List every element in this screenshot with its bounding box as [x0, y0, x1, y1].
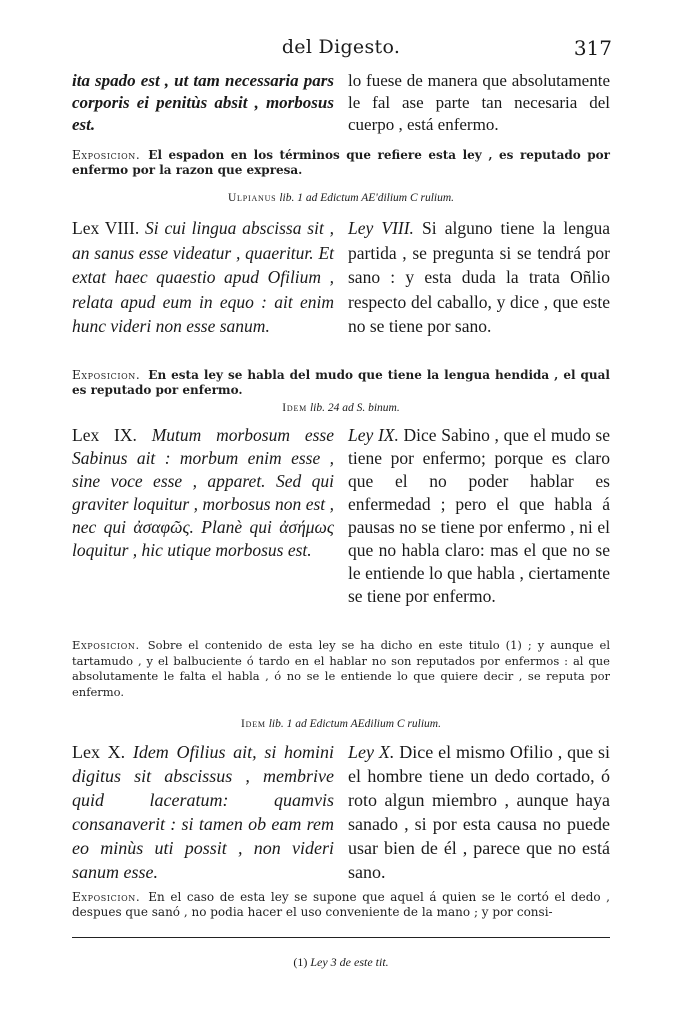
exposition-1 [72, 148, 610, 178]
exposition-4 [72, 890, 610, 920]
exposition-label: Exposicion. [72, 638, 140, 652]
latin-column [72, 70, 334, 136]
ley-label: Ley IX. [348, 425, 399, 445]
spanish-text: Dice el mismo Ofilio , que si el hombre tiene un dedo cortado, ó roto algun miembro , aunque haya sanado , si por esta causa no puede usar bien de él , parece que no está sano. [348, 742, 611, 882]
exposition-text: En el caso de esta ley se supone que aquel á quien se le cortó el dedo , despues que sanó , no podia hacer el uso conveniente de la mano ; y por consi- [72, 890, 610, 919]
ley-label: Ley VIII. [348, 218, 414, 238]
law-section-10 [72, 740, 610, 884]
exposition-text: El espadon en los términos que refiere esta ley , es reputado por enfermo por la razon que expresa. [72, 148, 610, 177]
source-citation-1 [0, 192, 682, 204]
latin-text: ita spado est , ut tam necessaria pars corporis ei penitùs absit , morbosus est. [72, 71, 334, 134]
footnote-marker: (1) [293, 955, 308, 969]
exposition-label: Exposicion. [72, 368, 141, 382]
lex-label: Lex X. [72, 742, 126, 762]
continuation-block [72, 70, 610, 136]
exposition-label: Exposicion. [72, 148, 141, 162]
ley-label: Ley X. [348, 742, 395, 762]
source-ref: lib. 1 ad Edictum AE'dilium C rulium. [279, 192, 455, 204]
law-section-8 [72, 216, 610, 339]
exposition-label: Exposicion. [72, 890, 141, 904]
page-number: 317 [573, 36, 612, 60]
exposition-2 [72, 368, 610, 398]
header-title: del Digesto. [281, 36, 401, 58]
spanish-text: Dice Sabino , que el mudo se tiene por enfermo; porque es claro que el no poder hablar es enfermedad ; pero el que habla á pausas no se tiene por enfermo , ni el que no habla claro: mas el que no se le entiende lo que habla , ciertamente se tiene por enfermo. [348, 425, 610, 606]
latin-text: Si cui lingua abscissa sit , an sanus esse videatur , quaeritur. Et extat haec quaestio apud Ofilium , relata apud eum in equo : ait enim hunc videri non esse sanum. [72, 218, 335, 336]
exposition-3 [72, 638, 610, 700]
spanish-text: Si alguno tiene la lengua partida , se pregunta si se tendrá por sano : y esta duda la trata Oñlio respecto del caballo, y dice , que este no se tiene por sano. [348, 218, 610, 336]
spanish-column [348, 216, 610, 339]
latin-text: Mutum morbosum esse Sabinus ait : morbum enim esse , sine voce esse , apparet. Sed qui graviter loquitur , morbosus non est , nec qui ἀσαφῶς. Planè qui ἀσήμως loquitur , hic utique morbosus est. [72, 425, 334, 560]
source-citation-3 [0, 718, 682, 730]
lex-label: Lex IX. [72, 425, 137, 445]
running-header [0, 36, 682, 66]
source-author: Idem [282, 402, 308, 414]
spanish-text: lo fuese de manera que absolutamente le fal ase parte tan necesaria del cuerpo , está enfermo. [348, 71, 610, 134]
spanish-column [348, 740, 610, 884]
source-ref: lib. 24 ad S. binum. [309, 402, 400, 414]
latin-column [72, 740, 334, 884]
latin-text: Idem Ofilius ait, si homini digitus sit abscissus , membrive quid laceratum: quamvis consanaverit : si tamen ob eam rem eo minùs uti possit , non videri sanum esse. [72, 742, 335, 882]
source-author: Idem [241, 718, 266, 730]
spanish-column [348, 70, 610, 136]
law-section-9 [72, 424, 610, 608]
source-author: Ulpianus [227, 192, 277, 204]
footnote-rule [72, 937, 610, 938]
footnote [0, 955, 682, 970]
latin-column [72, 216, 334, 339]
latin-column [72, 424, 334, 608]
source-ref: lib. 1 ad Edictum AEdilium C rulium. [268, 718, 441, 730]
spanish-column [348, 424, 610, 608]
source-citation-2 [0, 402, 682, 414]
footnote-text: Ley 3 de este tit. [310, 955, 389, 969]
lex-label: Lex VIII. [72, 218, 140, 238]
exposition-text: Sobre el contenido de esta ley se ha dicho en este titulo (1) ; y aunque el tartamudo , y el balbuciente ó tardo en el hablar no son reputados por enfermos : al que absolutamente le falta el habla , ó no se le entiende lo que quiere decir , se reputa por enfermo. [72, 638, 610, 699]
exposition-text: En esta ley se habla del mudo que tiene la lengua hendida , el qual es reputado por enfermo. [72, 368, 610, 397]
